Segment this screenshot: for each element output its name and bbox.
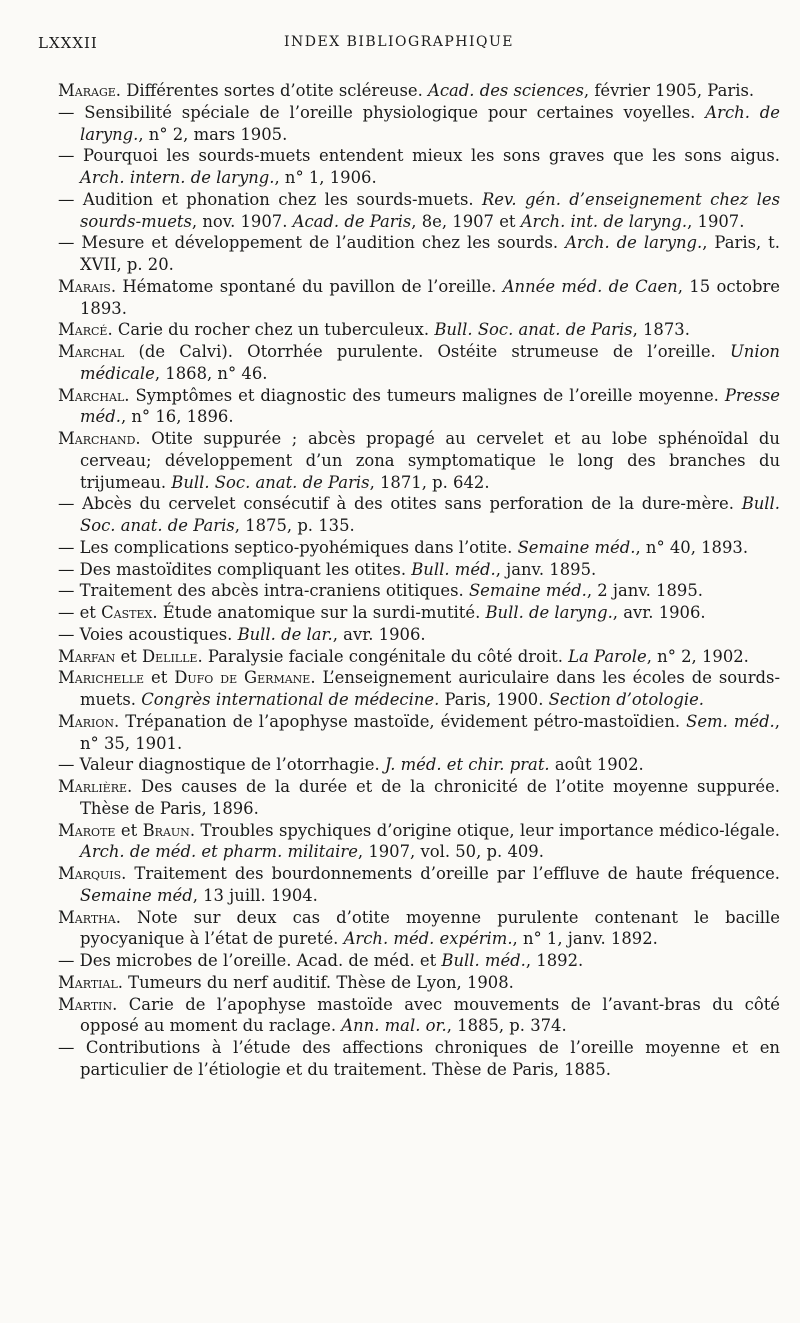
entry-text: Voies acoustiques. [79, 624, 238, 644]
entry-journal: Congrès international de médecine. [141, 690, 440, 709]
entry-author: Marchal. [58, 385, 130, 405]
entry-author: Marfan [58, 646, 116, 666]
entry-text: août 1902. [549, 755, 644, 775]
entry-text: Des microbes de l’oreille. Acad. de méd. et [79, 951, 442, 970]
bibliography-entry [58, 537, 780, 559]
entry-text: Pourquoi les sourds-muets entendent mieux les sons graves que les sons aigus. [83, 146, 780, 166]
entry-text: , 1871, p. 642. [369, 472, 490, 492]
bibliography-entry [58, 428, 780, 493]
bibliography-entry [58, 319, 780, 341]
entry-coauthor: Dufo de Germane [174, 668, 311, 688]
entry-author: Martin. [58, 994, 118, 1014]
entry-journal: Bull. méd. [411, 559, 496, 579]
entry-text: , janv. 1895. [495, 559, 597, 579]
entry-text: , avr. 1906. [612, 603, 706, 622]
entry-text: (de Calvi). Otorrhée purulente. Ostéite strumeuse de l’oreille. [124, 342, 730, 361]
bibliography-entry [58, 646, 780, 668]
entry-text: Les complications septico-pyohémiques dans l’otite. [79, 537, 518, 557]
bibliography-entry [58, 232, 780, 276]
bibliography-entry [58, 1037, 780, 1081]
entry-text: , 1885, p. 374. [446, 1016, 567, 1036]
bibliography-entry [58, 341, 780, 385]
entry-text: , 15 octobre 1893. [80, 276, 781, 318]
entry-journal: Section d’otologie. [548, 690, 704, 709]
entry-dash: — [58, 624, 80, 644]
entry-author: Marchal [58, 342, 125, 361]
entry-text: , février 1905, Paris. [583, 81, 755, 100]
entry-text: , n° 16, 1896. [120, 407, 234, 427]
entry-text: Contributions à l’étude des affections chroniques de l’oreille moyenne et en particulier de l’étiologie et du traitement. Thèse de Paris, 1885. [80, 1038, 780, 1079]
entry-author: Marais. [58, 276, 117, 296]
entry-journal: Bull. Soc. anat. de Paris [80, 494, 780, 535]
bibliography-entry [58, 624, 780, 646]
entry-text: , 8e, 1907 et [411, 211, 521, 231]
bibliography-entry [58, 972, 780, 994]
entry-coauthor: Braun [142, 820, 190, 840]
entry-journal: Semaine méd [80, 885, 193, 905]
entry-text: , 1875, p. 135. [234, 516, 355, 535]
entry-text: Note sur deux cas d’otite moyenne purulente contenant le bacille pyocyanique à l’état de pureté. [80, 907, 780, 949]
bibliography-entry [58, 820, 780, 864]
entry-text: Carie de l’apophyse mastoïde avec mouvements de l’avant-bras du côté opposé au moment du raclage. [80, 994, 780, 1036]
entry-text: Mesure et développement de l’audition chez les sourds. [81, 233, 566, 253]
entry-dash: — [58, 494, 83, 514]
entry-text: Des causes de la durée et de la chronicité de l’otite moyenne suppurée. Thèse de Paris, 1896. [80, 777, 780, 818]
entry-journal: Semaine méd. [468, 581, 587, 601]
entry-text: , n° 1, janv. 1892. [512, 929, 658, 949]
bibliography-entry [58, 276, 780, 320]
entry-dash: — [58, 1038, 86, 1057]
entry-author: Martha. [58, 907, 121, 927]
entry-journal: Arch. méd. expérim. [343, 929, 513, 949]
entry-text: Carie du rocher chez un tuberculeux. [112, 320, 435, 340]
entry-journal: Union médicale [80, 342, 780, 383]
entry-author: Marichelle [58, 668, 145, 688]
bibliography-entry [58, 667, 780, 711]
entry-author: Marion. [58, 711, 120, 731]
entry-author: Marquis. [58, 864, 127, 883]
bibliography-entry [58, 754, 780, 776]
entry-text: . Étude anatomique sur la surdi-mutité. [152, 603, 486, 622]
entry-author: Martial. [58, 972, 123, 992]
entry-text: et [115, 820, 143, 840]
entry-journal: Arch. de méd. et pharm. militaire [80, 842, 358, 862]
entry-text: Paris, 1900. [439, 690, 549, 709]
entry-text: , n° 40, 1893. [635, 537, 749, 557]
bibliography-entry [58, 994, 780, 1038]
entry-text: , avr. 1906. [332, 624, 426, 644]
entry-text: Trépanation de l’apophyse mastoïde, évidement pétro-mastoïdien. [119, 711, 687, 731]
entry-text: Traitement des abcès intra-craniens otitiques. [79, 581, 469, 601]
entry-text: . Paralysie faciale congénitale du côté droit. [197, 646, 569, 666]
entry-text: Audition et phonation chez les sourds-muets. [82, 189, 482, 209]
entry-text: , Paris, t. XVII, p. 20. [80, 233, 780, 274]
entry-text: , n° 1, 1906. [274, 168, 377, 187]
entry-author: Marcé. [58, 320, 113, 340]
entry-journal: Arch. int. de laryng. [520, 211, 688, 231]
entry-journal: Ann. mal. or. [341, 1016, 447, 1036]
entry-dash: — [58, 537, 80, 557]
entry-journal: Semaine méd. [517, 537, 636, 557]
entry-text: , 2 janv. 1895. [586, 581, 703, 601]
entry-dash: — [58, 951, 80, 970]
bibliography-entry [58, 602, 780, 624]
entry-text: Valeur diagnostique de l’otorrhagie. [79, 755, 385, 775]
entry-journal: Année méd. de Caen [502, 276, 678, 296]
entry-dash: — [58, 581, 80, 601]
bibliography-entry [58, 102, 780, 146]
entry-dash: — [58, 559, 80, 579]
bibliography-entry [58, 493, 780, 537]
page-number: LXXXII [38, 34, 98, 52]
entry-dash: — [58, 146, 84, 166]
entry-text: , n° 35, 1901. [80, 711, 780, 753]
bibliography-list [58, 80, 780, 1081]
bibliography-entry [58, 559, 780, 581]
entry-journal: La Parole [568, 646, 647, 666]
entry-text: . L’enseignement auriculaire dans les écoles de sourds-muets. [80, 668, 780, 709]
entry-coauthor: Castex [101, 603, 153, 622]
entry-journal: Presse méd. [80, 385, 780, 427]
entry-text: et [115, 646, 142, 666]
entry-journal: J. méd. et chir. prat. [384, 755, 550, 775]
bibliography-entry [58, 776, 780, 820]
entry-text: , n° 2, mars 1905. [138, 124, 288, 144]
entry-text: , 1892. [525, 951, 584, 970]
bibliography-entry [58, 711, 780, 755]
entry-journal: Bull. Soc. anat. de Paris [171, 472, 370, 492]
entry-author: Marage. [58, 81, 121, 100]
entry-author: Marchand. [58, 429, 141, 448]
entry-dash: — [58, 233, 82, 253]
entry-text: , 1873. [632, 320, 690, 340]
entry-journal: Bull. de laryng. [485, 603, 613, 622]
entry-coauthor: Delille [141, 646, 198, 666]
entry-journal: Acad. de Paris [292, 211, 412, 231]
entry-journal: Rev. gén. d’enseignement chez les sourds-muets [80, 189, 780, 231]
entry-text: , n° 2, 1902. [646, 646, 749, 666]
entry-dash: — [58, 755, 80, 775]
entry-text: Tumeurs du nerf auditif. Thèse de Lyon, 1908. [122, 972, 514, 992]
entry-dash: — [58, 603, 80, 622]
entry-journal: Arch. de laryng. [80, 102, 780, 144]
bibliography-entry [58, 580, 780, 602]
entry-text: Symptômes et diagnostic des tumeurs malignes de l’oreille moyenne. [129, 385, 725, 405]
bibliography-entry [58, 385, 780, 429]
entry-text: , 1907. [687, 211, 745, 231]
entry-journal: Sem. méd. [686, 711, 775, 731]
bibliography-entry [58, 80, 780, 102]
entry-text: Traitement des bourdonnements d’oreille par l’effluve de haute fréquence. [126, 864, 780, 883]
entry-text: , 13 juill. 1904. [192, 885, 318, 905]
bibliography-entry [58, 863, 780, 907]
entry-text: Abcès du cervelet consécutif à des otites sans perforation de la dure-mère. [82, 494, 742, 514]
entry-text: Hématome spontané du pavillon de l’oreille. [116, 276, 503, 296]
entry-journal: Bull. de lar. [237, 624, 333, 644]
entry-text: , 1907, vol. 50, p. 409. [357, 842, 544, 862]
entry-text: Otite suppurée ; abcès propagé au cervelet et au lobe sphénoïdal du cerveau; développement d’un zona symptomatique le long des branches du trijumeau. [80, 429, 780, 492]
entry-text: , 1868, n° 46. [154, 363, 268, 383]
entry-author: Marlière. [58, 777, 133, 796]
entry-text: et [144, 668, 175, 688]
page-header [38, 34, 760, 58]
entry-journal: Arch. intern. de laryng. [80, 168, 275, 187]
bibliography-entry [58, 950, 780, 972]
bibliography-entry [58, 145, 780, 189]
bibliography-entry [58, 189, 780, 233]
entry-author: Marote [58, 820, 116, 840]
entry-text: Des mastoïdites compliquant les otites. [79, 559, 412, 579]
entry-dash: — [58, 189, 83, 209]
entry-text: . Troubles spychiques d’origine otique, leur importance médico-légale. [189, 820, 780, 840]
running-title: INDEX BIBLIOGRAPHIQUE [283, 34, 515, 50]
entry-text: , nov. 1907. [191, 211, 293, 231]
entry-text: et [79, 603, 102, 622]
entry-journal: Acad. des sciences [428, 81, 584, 100]
entry-journal: Arch. de laryng. [565, 233, 703, 253]
entry-dash: — [58, 102, 85, 122]
entry-text: Différentes sortes d’otite scléreuse. [120, 81, 428, 100]
entry-journal: Bull. Soc. anat. de Paris [434, 320, 633, 340]
entry-text: Sensibilité spéciale de l’oreille physiologique pour certaines voyelles. [84, 102, 706, 122]
entry-journal: Bull. méd. [441, 951, 526, 970]
bibliography-entry [58, 907, 780, 951]
